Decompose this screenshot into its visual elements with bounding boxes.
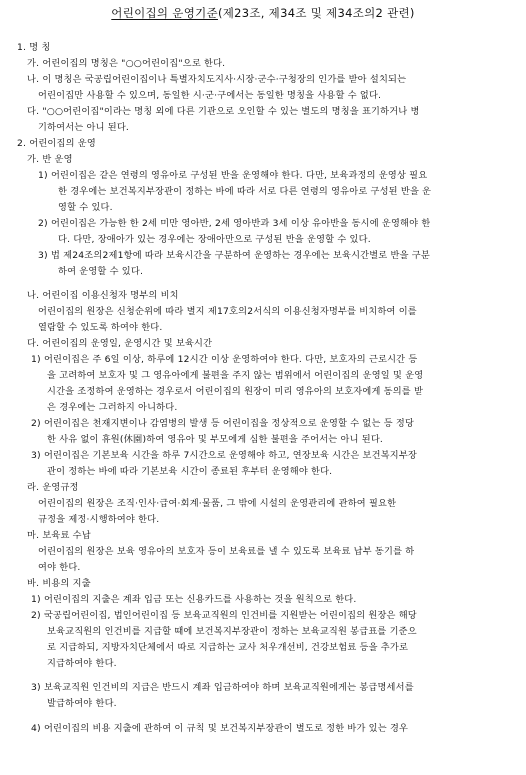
document-line: 2. 어린이집의 운영 [17,138,96,149]
document-line: 어린이집의 원장은 보육 영유아의 보호자 등이 보육료를 낼 수 있도록 보육료 납부 동기를 하 [38,546,415,557]
document-title-main: 어린이집의 운영기준 [111,6,218,20]
document-line: 다. 어린이집의 운영일, 운영시간 및 보육시간 [27,338,213,349]
document-line: 나. 이 명칭은 국공립어린이집이나 특별자치도지사·시장·군수·구청장의 인가를 받아 설치되는 [27,74,407,85]
document-line: 여야 한다. [38,562,81,573]
document-line: 어린이집만 사용할 수 있으며, 동일한 시·군·구에서는 동일한 명칭을 사용할 수 없다. [38,90,382,101]
document-title-sub: (제23조, 제34조 및 제34조의2 관련) [217,6,415,20]
document-line: 라. 운영규정 [27,482,79,493]
document-line: 열람할 수 있도록 하여야 한다. [38,322,163,333]
document-line: 1) 어린이집은 주 6일 이상, 하루에 12시간 이상 운영하여야 한다. 다만, 보호자의 근로시간 등 [31,354,418,365]
document-line: 3) 보육교직원 인건비의 지급은 반드시 계좌 입금하여야 하며 보육교직원에게는 봉급명세서를 [31,682,414,693]
document-line: 다. "○○어린이집"이라는 명칭 외에 다른 기관으로 오인할 수 있는 별도의 명칭을 표기하거나 병 [27,106,420,117]
document-line: 3) 어린이집은 기본보육 시간을 하루 7시간으로 운영해야 하고, 연장보육 시간은 보건복지부장 [31,450,417,461]
document-line: 나. 어린이집 이용신청자 명부의 비치 [27,290,179,301]
document-line: 한 사유 없이 휴원(休園)하여 영유아 및 부모에게 심한 불편을 주어서는 아니 된다. [47,434,384,445]
document-line: 2) 어린이집은 천재지변이나 감염병의 발생 등 어린이집을 정상적으로 운영할 수 없는 등 정당 [31,418,415,429]
document-line: 로 지급하되, 지방자치단체에서 따로 지급하는 교사 처우개선비, 건강보험료 등을 추가로 [47,642,409,653]
document-line: 다. 다만, 장애아가 있는 경우에는 장애아만으로 구성된 반을 운영할 수 있다. [58,234,371,245]
document-line: 4) 어린이집의 비용 지출에 관하여 이 규칙 및 보건복지부장관이 별도로 정한 바가 있는 경우 [31,723,409,734]
document-line: 관이 정하는 바에 따라 기본보육 시간이 종료된 후부터 운영해야 한다. [47,466,333,477]
document-line: 가. 어린이집의 명칭은 "○○어린이집"으로 한다. [27,58,226,69]
document-line: 지급하여야 한다. [47,658,117,669]
document-line: 어린이집의 원장은 조직·인사·급여·회계·물품, 그 밖에 시설의 운영관리에 관하여 필요한 [38,498,397,509]
document-line: 을 고려하여 보호자 및 그 영유아에게 불편을 주지 않는 범위에서 어린이집의 운영일 및 운영 [47,370,424,381]
document-line: 하여 운영할 수 있다. [58,266,144,277]
document-line: 가. 반 운영 [27,154,73,165]
document-line: 기하여서는 아니 된다. [38,122,130,133]
document-line: 2) 어린이집은 가능한 한 2세 미만 영아반, 2세 영아반과 3세 이상 유아반을 동시에 운영해야 한 [38,218,431,229]
document-line: 규정을 제정·시행하여야 한다. [38,514,160,525]
document-line: 은 경우에는 그러하지 아니하다. [47,402,178,413]
document-line: 보육교직원의 인건비를 지급할 때에 보건복지부장관이 정하는 보육교직원 봉급표를 기준으 [47,626,417,637]
document-line: 한 경우에는 보건복지부장관이 정하는 바에 따라 서로 다른 연령의 영유아로 구성된 반을 운 [58,186,432,197]
document-line: 바. 비용의 지출 [27,578,91,589]
document-line: 시간을 조정하여 운영하는 경우로서 어린이집의 원장이 미리 영유아의 보호자에게 동의를 받 [47,386,424,397]
document-line: 3) 법 제24조의2제1항에 따라 보육시간을 구분하여 운영하는 경우에는 보육시간별로 반을 구분 [38,250,430,261]
document-line: 발급하여야 한다. [47,698,117,709]
document-line: 마. 보육료 수납 [27,530,91,541]
document-title [0,5,526,21]
document-line: 1) 어린이집의 지출은 계좌 입금 또는 신용카드를 사용하는 것을 원칙으로 한다. [31,594,357,605]
document-line: 1. 명 칭 [17,42,51,53]
document-line: 2) 국공립어린이집, 법인어린이집 등 보육교직원의 인건비를 지원받는 어린이집의 원장은 해당 [31,610,417,621]
document-line: 1) 어린이집은 같은 연령의 영유아로 구성된 반을 운영해야 한다. 다만, 보육과정의 운영상 필요 [38,170,428,181]
document-line: 어린이집의 원장은 신청순위에 따라 별지 제17호의2서식의 이용신청자명부를 비치하여 이를 [38,306,417,317]
document-line: 영할 수 있다. [58,202,113,213]
